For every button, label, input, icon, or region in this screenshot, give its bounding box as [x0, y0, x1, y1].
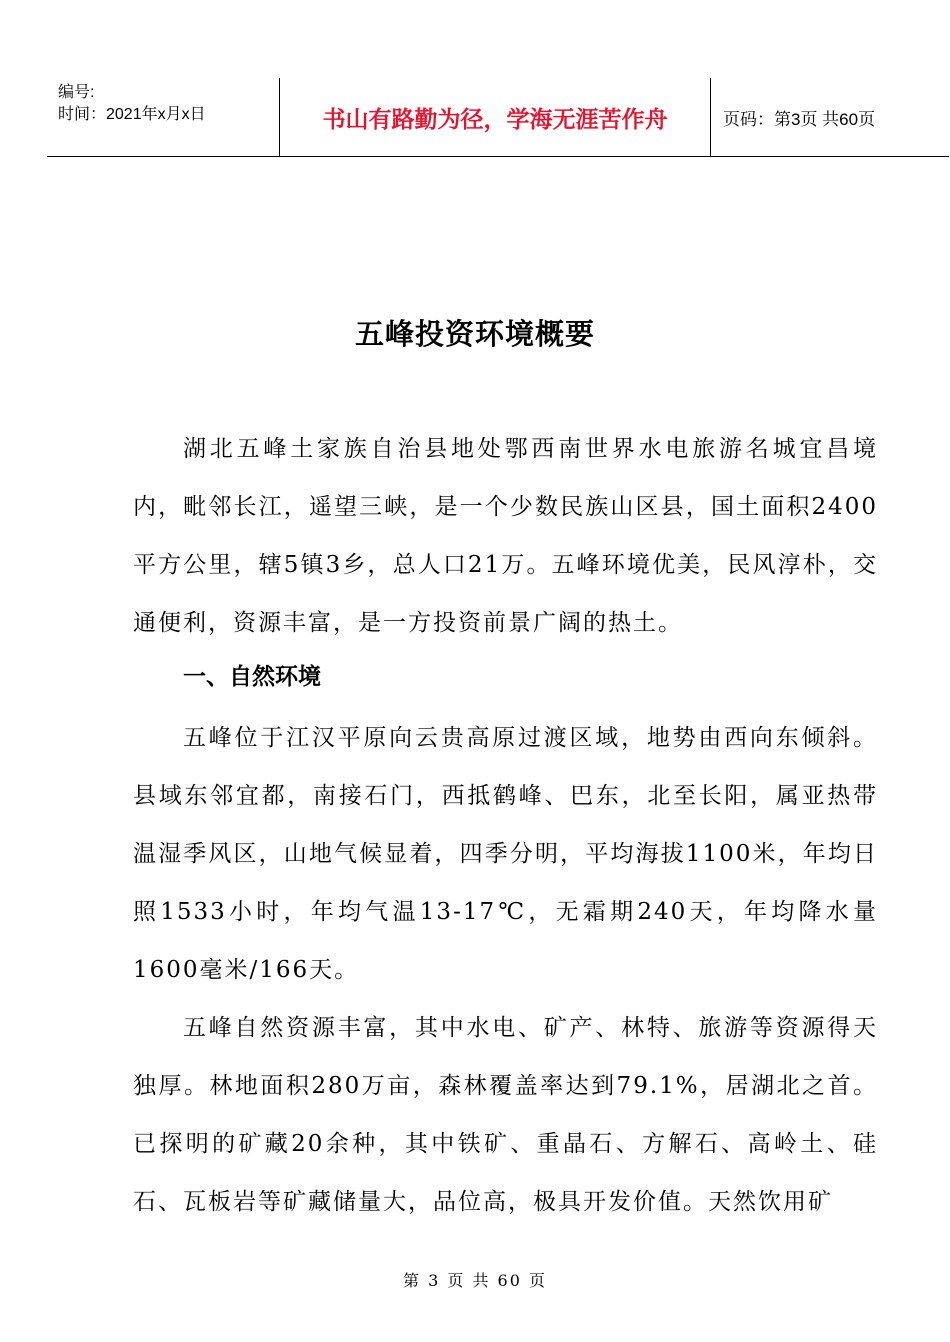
natural-environment-paragraph: 五峰位于江汉平原向云贵高原过渡区域，地势由西向东倾斜。县域东邻宜都，南接石门，西抵鹤峰、巴东，北至长阳，属亚热带温湿季风区，山地气候显着，四季分明，平均海拔1100米，年均日照1533小时，年均气温13-17℃，无霜期240天，年均降水量1600毫米/166天。 — [133, 725, 878, 983]
header-motto: 书山有路勤为径，学海无涯苦作舟 — [280, 78, 711, 156]
section-heading-natural-environment: 一、自然环境 — [183, 664, 321, 690]
document-number-label: 编号: — [58, 84, 95, 101]
page-footer: 第 3 页 共 60 页 — [403, 1271, 547, 1290]
natural-resources-paragraph: 五峰自然资源丰富，其中水电、矿产、林特、旅游等资源得天独厚。林地面积280万亩，森林覆盖率达到79.1%，居湖北之首。已探明的矿藏20余种，其中铁矿、重晶石、方解石、高岭土、硅石、瓦板岩等矿藏储量大，品位高，极具开发价值。天然饮用矿 — [133, 1015, 878, 1215]
intro-paragraph: 湖北五峰土家族自治县地处鄂西南世界水电旅游名城宜昌境内，毗邻长江，遥望三峡，是一个少数民族山区县，国土面积2400平方公里，辖5镇3乡，总人口21万。五峰环境优美，民风淳朴，交通便利，资源丰富，是一方投资前景广阔的热土。 — [133, 436, 878, 636]
header-page-number: 页码：第3页 共60页 — [723, 109, 876, 129]
page-header — [47, 78, 949, 157]
document-title: 五峰投资环境概要 — [354, 317, 595, 351]
document-time-label: 时间：2021年x月x日 — [58, 106, 206, 123]
header-meta — [47, 78, 280, 156]
